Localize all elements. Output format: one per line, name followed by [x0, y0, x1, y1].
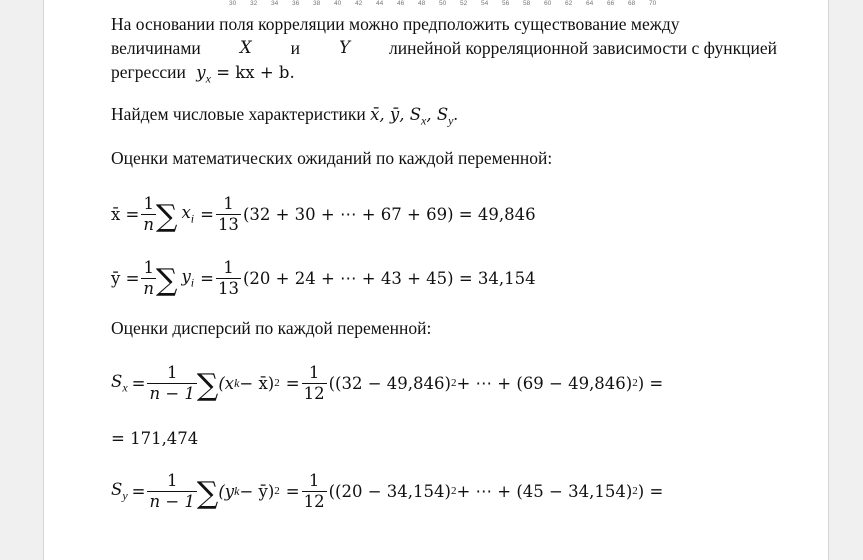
sum-symbol: ∑ [196, 367, 219, 403]
mean-x-term: x [181, 202, 191, 222]
ruler-tick: 40 [334, 0, 342, 7]
mean-y-expr: (20 + 24 + ⋯ + 43 + 45) = 34,154 [242, 268, 536, 288]
var-x-frac-2 [302, 363, 327, 404]
ruler-tick: 52 [460, 0, 468, 7]
ruler-tick: 58 [523, 0, 531, 7]
regression-rhs: = kx + b. [210, 63, 295, 82]
ruler-tick: 50 [439, 0, 447, 7]
variance-x-formula [111, 358, 663, 408]
intro-line-3 [111, 62, 295, 87]
frac-num: 1 [166, 362, 178, 382]
intro-line-1 [111, 14, 680, 35]
var-x-pow-a: 2 [450, 377, 457, 389]
sum-symbol: ∑ [156, 198, 178, 234]
var-x-expr-a: ((32 − 49,846) [328, 373, 451, 393]
intro-text-1: На основании поля корреляции можно предположить существование между [111, 14, 680, 34]
frac-den: 12 [303, 491, 325, 511]
find-vars: x̄, ȳ, S [370, 105, 422, 124]
ruler-tick: 30 [229, 0, 237, 7]
var-x-expr-c: ) = [637, 373, 664, 393]
var-x-eq2: = [285, 373, 300, 393]
var-x-frac-1 [147, 363, 196, 404]
var-y-frac-1 [147, 471, 196, 512]
ruler-tick: 68 [628, 0, 636, 7]
mean-x-term-sub: i [190, 211, 195, 226]
mean-x-frac-2 [216, 194, 241, 235]
intro-text-3: регрессии [111, 62, 186, 82]
regression-y: y [196, 63, 206, 82]
var-y-lhs: S [111, 479, 123, 499]
var-x-expr-b: + ⋯ + (69 − 49,846) [456, 373, 633, 393]
find-line [111, 104, 458, 129]
var-x-term-close: − x̄) [239, 373, 275, 393]
frac-num: 1 [143, 193, 154, 213]
var-y-eq1: = [131, 481, 146, 501]
frac-den: n [143, 214, 155, 234]
variance-heading [111, 318, 431, 339]
var-x-eq1: = [131, 373, 146, 393]
intro-text-2b: линейной корреляционной зависимости с функцией [389, 38, 777, 58]
sum-symbol: ∑ [196, 475, 219, 511]
mean-y-frac-1 [141, 258, 156, 299]
ruler-tick: 36 [292, 0, 300, 7]
mean-y-term-sub: i [190, 275, 195, 290]
frac-num: 1 [143, 257, 154, 277]
mean-y-formula [111, 254, 536, 302]
variance-y-formula [111, 466, 663, 516]
means-heading [111, 148, 552, 169]
frac-num: 1 [308, 470, 320, 490]
var-y: Y [339, 38, 350, 57]
ruler-tick: 32 [250, 0, 258, 7]
ruler-tick: 62 [565, 0, 573, 7]
ruler-tick: 54 [481, 0, 489, 7]
ruler-tick: 42 [355, 0, 363, 7]
intro-line-2 [111, 38, 777, 59]
find-sy-sub: y [448, 113, 454, 128]
mean-y-frac-2 [216, 258, 241, 299]
frac-num: 1 [308, 362, 320, 382]
var-y-eq2: = [285, 481, 300, 501]
find-text: Найдем числовые характеристики [111, 104, 366, 124]
regression-y-sub: x [205, 71, 211, 86]
ruler-tick: 60 [544, 0, 552, 7]
ruler-tick: 66 [607, 0, 615, 7]
frac-den: n − 1 [149, 491, 195, 511]
ruler-tick: 56 [502, 0, 510, 7]
var-x-lhs-sub: x [122, 380, 128, 395]
frac-den: 13 [217, 278, 239, 298]
ruler-tick: 46 [397, 0, 405, 7]
intro-text-2a: величинами [111, 38, 201, 58]
ruler-tick: 44 [376, 0, 384, 7]
var-y-pow-b: 2 [632, 485, 638, 497]
mean-x-lhs: x̄ = [111, 204, 140, 224]
ruler-axis-labels [229, 0, 749, 8]
variance-heading-text: Оценки дисперсий по каждой переменной: [111, 318, 432, 338]
var-x-term-open: (x [218, 373, 235, 393]
mean-y-eq: = [200, 268, 214, 288]
var-y-term-pow: 2 [274, 485, 280, 497]
var-x-lhs: S [111, 371, 123, 391]
frac-den: n [143, 278, 155, 298]
sum-symbol: ∑ [156, 262, 178, 298]
mean-x-formula [111, 190, 536, 238]
find-sep: , S [426, 105, 449, 124]
var-x-term-pow: 2 [274, 377, 280, 389]
frac-num: 1 [166, 470, 178, 490]
intro-conj: и [290, 38, 301, 58]
var-y-expr-b: + ⋯ + (45 − 34,154) [456, 481, 633, 501]
var-y-expr-c: ) = [637, 481, 664, 501]
variance-x-result [111, 428, 198, 449]
var-y-pow-a: 2 [450, 485, 457, 497]
ruler-tick: 38 [313, 0, 321, 7]
frac-den: n − 1 [149, 383, 195, 403]
ruler-tick: 70 [649, 0, 657, 7]
mean-y-lhs: ȳ = [111, 268, 140, 288]
mean-y-term: y [181, 266, 191, 286]
var-y-expr-a: ((20 − 34,154) [328, 481, 451, 501]
var-y-term-close: − ȳ) [239, 481, 275, 501]
find-end: . [453, 104, 458, 124]
means-heading-text: Оценки математических ожиданий по каждой переменной: [111, 148, 553, 168]
var-y-lhs-sub: y [122, 488, 128, 503]
var-x-pow-b: 2 [632, 377, 638, 389]
find-sx-sub: x [421, 113, 427, 128]
mean-x-expr: (32 + 30 + ⋯ + 67 + 69) = 49,846 [242, 204, 536, 224]
ruler-tick: 64 [586, 0, 594, 7]
frac-num: 1 [223, 193, 234, 213]
var-y-term-open: (y [218, 481, 235, 501]
frac-num: 1 [223, 257, 234, 277]
mean-x-frac-1 [141, 194, 156, 235]
var-y-frac-2 [302, 471, 327, 512]
var-x-result-text: = 171,474 [111, 429, 199, 448]
mean-x-eq: = [200, 204, 214, 224]
ruler-tick: 48 [418, 0, 426, 7]
ruler-tick: 34 [271, 0, 279, 7]
var-x-term-sub: k [234, 375, 240, 390]
var-x: X [239, 38, 252, 57]
var-y-term-sub: k [234, 483, 240, 498]
frac-den: 13 [217, 214, 239, 234]
frac-den: 12 [303, 383, 325, 403]
